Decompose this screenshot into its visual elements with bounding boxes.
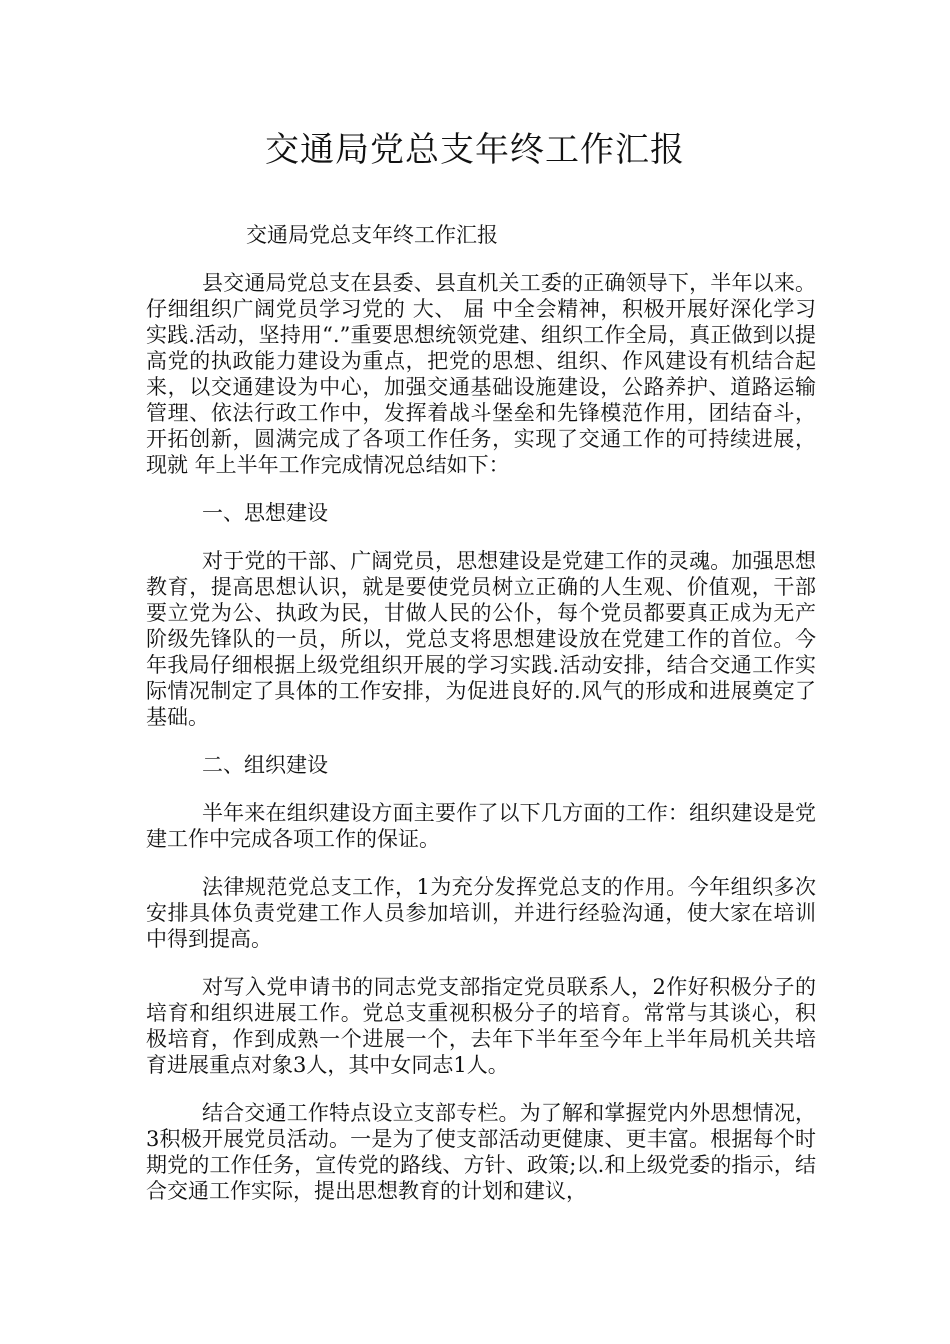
document-body [146, 222, 816, 1226]
paragraph-intro: 县交通局党总支在县委、县直机关工委的正确领导下，半年以来。仔细组织广阔党员学习党的 大、 届 中全会精神，积极开展好深化学习实践.活动，坚持用“.”重要思想统领党建、组织工作全局，真正做到以提高党的执政能力建设为重点，把党的思想、组织、作风建设有机结合起来，以交通建设为中心，加强交通基础设施建设，公路养护、道路运输管理、依法行政工作中，发挥着战斗堡垒和先锋模范作用，团结奋斗，开拓创新，圆满完成了各项工作任务，实现了交通工作的可持续进展，现就 年上半年工作完成情况总结如下： [146, 271, 816, 477]
paragraph-organization-rules: 法律规范党总支工作，1为充分发挥党总支的作用。今年组织多次安排具体负责党建工作人员参加培训，并进行经验沟通，使大家在培训中得到提高。 [146, 875, 816, 951]
section-heading-ideology: 一、思想建设 [202, 501, 328, 525]
section-heading-organization: 二、组织建设 [202, 753, 328, 777]
document-title: 交通局党总支年终工作汇报 [265, 130, 685, 170]
paragraph-organization-activists: 对写入党申请书的同志党支部指定党员联系人，2作好积极分子的培育和组织进展工作。党总支重视积极分子的培育。常常与其谈心，积极培育，作到成熟一个进展一个，去年下半年至今年上半年局机关共培育进展重点对象3人，其中女同志1人。 [146, 975, 816, 1077]
paragraph-organization-activities: 结合交通工作特点设立支部专栏。为了解和掌握党内外思想情况，3积极开展党员活动。一是为了使支部活动更健康、更丰富。根据每个时期党的工作任务，宣传党的路线、方针、政策;以.和上级党委的指示，结合交通工作实际，提出思想教育的计划和建议， [146, 1101, 816, 1203]
paragraph-ideology: 对于党的干部、广阔党员，思想建设是党建工作的灵魂。加强思想教育，提高思想认识，就是要使党员树立正确的人生观、价值观，干部要立党为公、执政为民，甘做人民的公仆，每个党员都要真正成为无产阶级先锋队的一员，所以，党总支将思想建设放在党建工作的首位。今年我局仔细根据上级党组织开展的学习实践.活动安排，结合交通工作实际情况制定了具体的工作安排，为促进良好的.风气的形成和进展奠定了基础。 [146, 549, 816, 729]
paragraph-organization-intro: 半年来在组织建设方面主要作了以下几方面的工作：组织建设是党建工作中完成各项工作的保证。 [146, 801, 816, 851]
document-subtitle: 交通局党总支年终工作汇报 [246, 223, 498, 247]
